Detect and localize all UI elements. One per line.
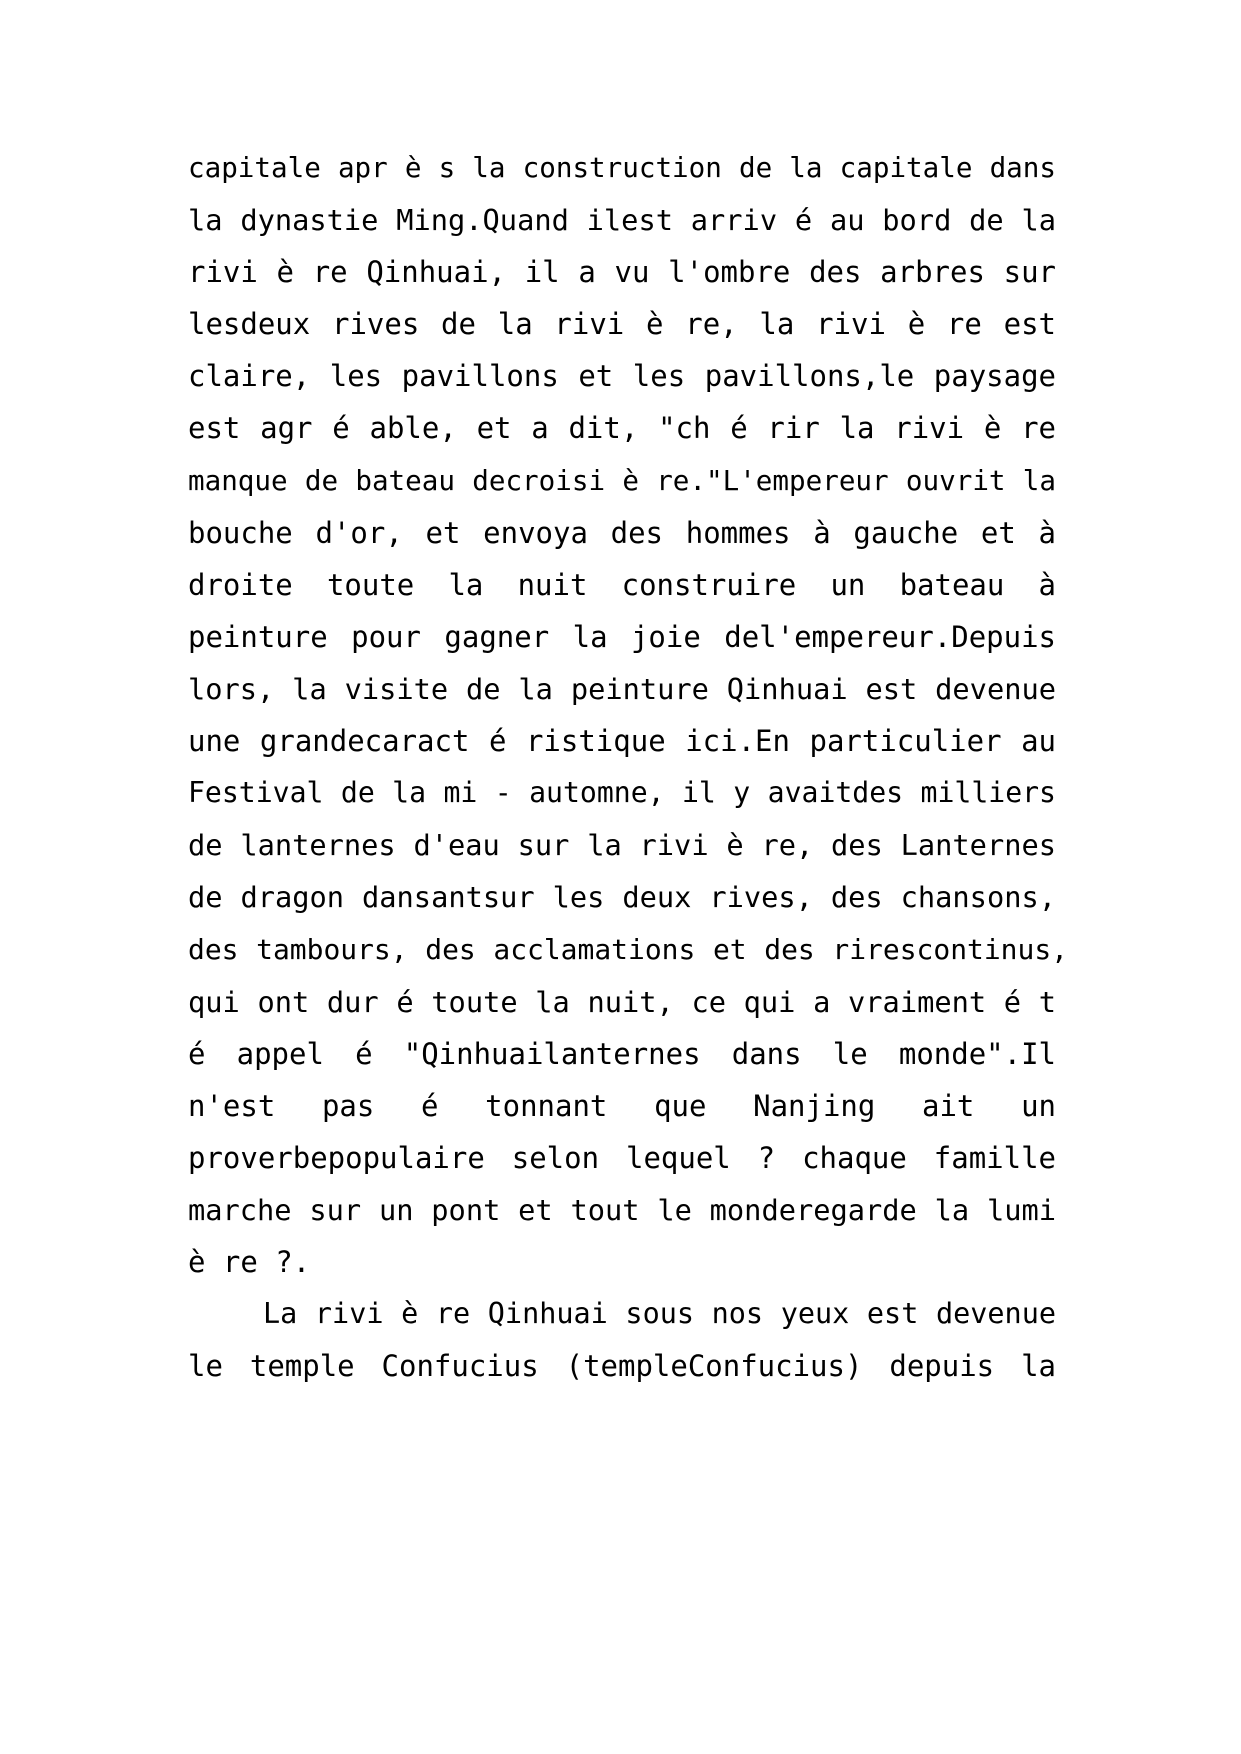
- text-line: rivi è re Qinhuai, il a vu l'ombre des arbres sur: [188, 255, 1056, 289]
- paragraph-first-line: La rivi è re Qinhuai sous nos yeux est devenue: [263, 1297, 1056, 1330]
- text-line: une grandecaract é ristique ici.En particulier au: [188, 724, 1056, 758]
- text-line: é appel é "Qinhuailanternes dans le monde".Il: [188, 1037, 1056, 1071]
- text-line: de dragon dansantsur les deux rives, des chansons,: [188, 880, 1056, 914]
- text-line: de lanternes d'eau sur la rivi è re, des Lanternes: [188, 828, 1056, 862]
- text-line: peinture pour gagner la joie del'empereur.Depuis: [188, 620, 1056, 654]
- text-line: lesdeux rives de la rivi è re, la rivi è re est: [188, 307, 1056, 341]
- text-line: le temple Confucius (templeConfucius) depuis la: [188, 1349, 1056, 1383]
- text-line: est agr é able, et a dit, "ch é rir la rivi è re: [188, 411, 1056, 445]
- text-line: capitale apr è s la construction de la capitale dans: [188, 151, 1056, 184]
- text-line: lors, la visite de la peinture Qinhuai est devenue: [188, 672, 1056, 706]
- text-line: la dynastie Ming.Quand ilest arriv é au bord de la: [188, 203, 1056, 237]
- text-line: droite toute la nuit construire un bateau à: [188, 568, 1056, 602]
- text-line: n'est pas é tonnant que Nanjing ait un: [188, 1089, 1056, 1123]
- text-line: marche sur un pont et tout le monderegarde la lumi: [188, 1193, 1056, 1227]
- text-line: des tambours, des acclamations et des rirescontinus,: [188, 933, 1068, 966]
- text-line: claire, les pavillons et les pavillons,le paysage: [188, 359, 1056, 393]
- text-line: bouche d'or, et envoya des hommes à gauche et à: [188, 516, 1056, 550]
- text-line: qui ont dur é toute la nuit, ce qui a vraiment é t: [188, 985, 1056, 1019]
- paragraph-end-line: è re ?.: [188, 1245, 311, 1279]
- text-line: proverbepopulaire selon lequel ? chaque famille: [188, 1141, 1056, 1175]
- text-line: Festival de la mi - automne, il y avaitdes milliers: [188, 776, 1056, 809]
- text-line: manque de bateau decroisi è re."L'empereur ouvrit la: [188, 464, 1056, 497]
